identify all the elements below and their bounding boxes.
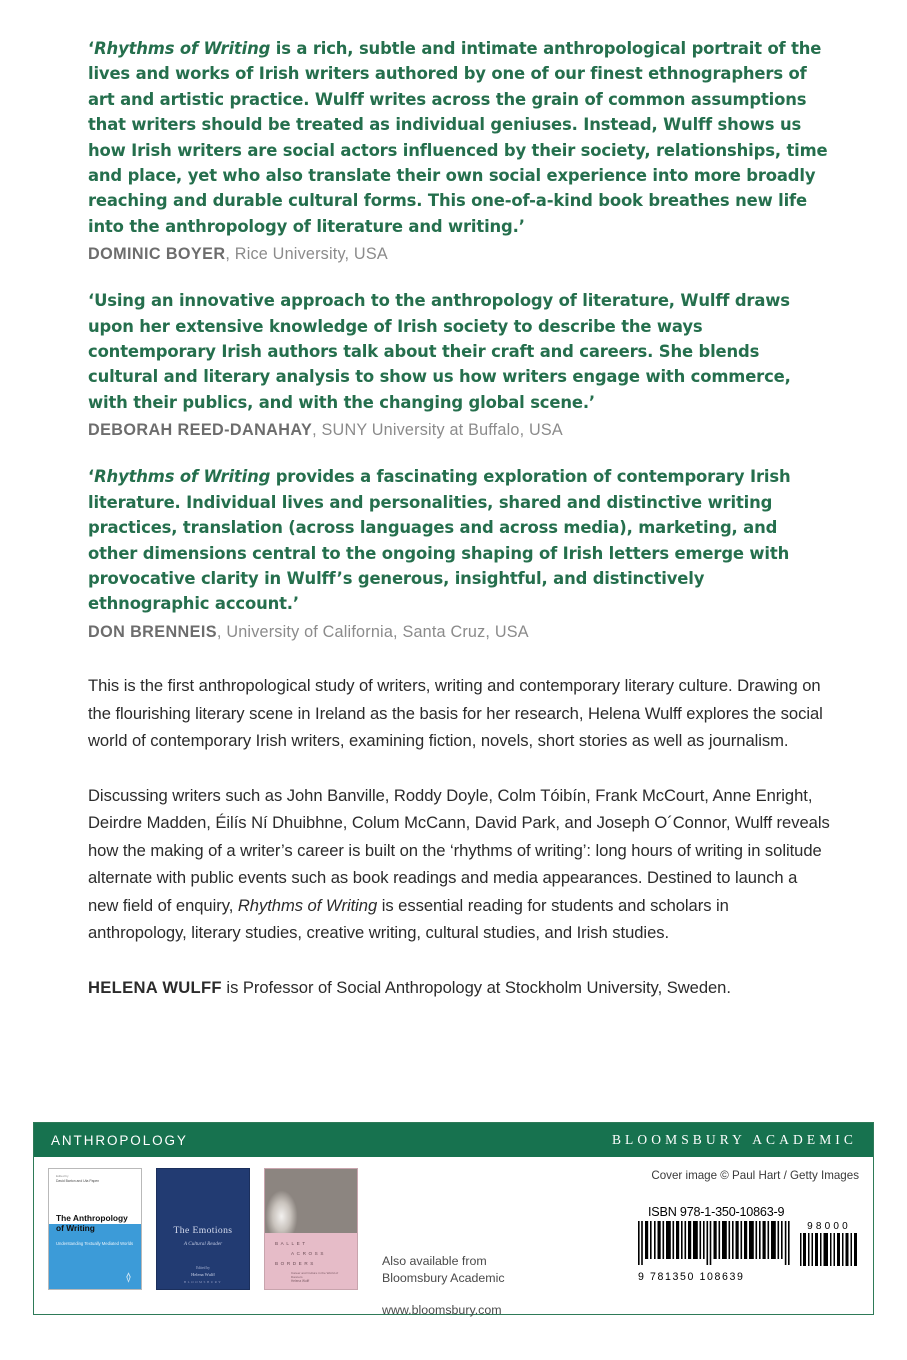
endorsement-attribution-1 bbox=[88, 242, 828, 266]
thumbnail-1-title-line-1: The Anthropology bbox=[56, 1213, 128, 1223]
endorser-name-3: DON BRENNEIS bbox=[88, 622, 217, 641]
thumbnail-1-title-line-2: of Writing bbox=[56, 1223, 95, 1234]
endorser-name-1: DOMINIC BOYER bbox=[88, 245, 226, 264]
endorsements-section bbox=[88, 36, 828, 666]
ean5-bars-icon bbox=[800, 1233, 858, 1266]
barcode-group bbox=[638, 1221, 860, 1283]
thumbnail-2-editor-name: Helena Wulff bbox=[191, 1272, 215, 1277]
ean13-barcode bbox=[638, 1221, 790, 1283]
thumbnail-3-title-line-3: BORDERS bbox=[275, 1261, 316, 1266]
endorsement-block-3 bbox=[88, 464, 828, 643]
bottom-panel bbox=[33, 1122, 874, 1315]
thumbnail-2-imprint: BLOOMSBURY bbox=[183, 1280, 223, 1284]
thumbnail-3-photo bbox=[265, 1169, 357, 1233]
ean13-bars-icon bbox=[638, 1221, 790, 1265]
thumbnail-3-title-line-2: ACROSS bbox=[291, 1251, 327, 1256]
thumbnail-1-editors bbox=[56, 1174, 134, 1184]
also-available-line-1: Also available from bbox=[382, 1254, 487, 1268]
endorsement-quote-2: ‘Using an innovative approach to the anthropology of literature, Wulff draws upon her extensive knowledge of Irish society to describe the ways contemporary Irish authors talk about their craft and careers. She blends cultural and literary analysis to show us how writers engage with commerce, with their publics, and with the changing global scene.’ bbox=[88, 291, 791, 412]
bloomsbury-diana-logo-icon bbox=[122, 1271, 135, 1284]
thumbnail-3-title-line-1: BALLET bbox=[275, 1241, 308, 1246]
blurb-paragraph-1: This is the first anthropological study of writers, writing and contemporary literary culture. Drawing on the flourishing literary scene in Ireland as the basis for her research, Helena Wulff explores the social world of contemporary Irish writers, examining fiction, novels, short stories as well as journalism. bbox=[88, 676, 823, 750]
endorser-name-2: DEBORAH REED-DANAHAY bbox=[88, 421, 313, 440]
book-thumbnail-ballet-across-borders[interactable] bbox=[264, 1168, 358, 1290]
endorsement-attribution-3 bbox=[88, 620, 828, 644]
thumbnail-3-author: Helena Wulff bbox=[291, 1279, 310, 1283]
cover-image-credit: Cover image © Paul Hart / Getty Images bbox=[651, 1169, 859, 1182]
endorsement-block-2 bbox=[88, 288, 828, 442]
barcode-area bbox=[638, 1205, 860, 1283]
barcode-digits: 9 781350 108639 bbox=[638, 1271, 745, 1283]
endorser-affiliation-3: , University of California, Santa Cruz, USA bbox=[216, 622, 529, 641]
subject-category-label: ANTHROPOLOGY bbox=[51, 1132, 188, 1148]
isbn-text: ISBN 978-1-350-10863-9 bbox=[648, 1205, 785, 1219]
endorsement-attribution-2 bbox=[88, 418, 828, 442]
blurb-paragraph-2: Discussing writers such as John Banville, Roddy Doyle, Colm Tóibín, Frank McCourt, Anne Enright, Deirdre Madden, Éilís Ní Dhuibhne, Colum McCann, David Park, and Joseph O´Connor, Wulff reveals how the making of a writer’s career is built on the ‘rhythms of writing’: long hours of writing in solitude alternate with public events such as book readings and media appearances. Destined to launch a new field of enquiry, Rhythms of Writing is essential reading for students and scholars in anthropology, literary studies, creative writing, cultural studies, and Irish studies. bbox=[88, 785, 830, 942]
endorsement-quote-1: ‘Rhythms of Writing is a rich, subtle and intimate anthropological portrait of the lives and works of Irish writers authored by one of our finest ethnographers of art and artistic practice. Wulff writes across the grain of common assumptions that writers should be treated as individual geniuses. Instead, Wulff shows us how Irish writers are social actors influenced by their society, relationships, time and place, yet who also translate their own social experience into more broadly reaching and durable cultural forms. This one-of-a-kind book breathes new life into the anthropology of literature and writing.’ bbox=[88, 39, 828, 236]
blurb-section bbox=[88, 672, 830, 1001]
thumbnail-1-title bbox=[56, 1213, 135, 1234]
thumbnail-1-subtitle: Understanding Textually Mediated Worlds bbox=[56, 1241, 134, 1246]
endorser-affiliation-2: , SUNY University at Buffalo, USA bbox=[312, 421, 563, 440]
publisher-band bbox=[34, 1123, 873, 1157]
related-books-thumbnails bbox=[48, 1168, 358, 1290]
barcode-addon-digits: 98000 bbox=[807, 1221, 851, 1232]
author-bio: HELENA WULFF is Professor of Social Anthropology at Stockholm University, Sweden. bbox=[88, 977, 731, 997]
publisher-imprint-label: BLOOMSBURY ACADEMIC bbox=[611, 1132, 857, 1147]
also-available-line-2: Bloomsbury Academic bbox=[382, 1271, 505, 1285]
ean5-addon-barcode bbox=[800, 1221, 858, 1271]
book-thumbnail-the-emotions[interactable] bbox=[156, 1168, 250, 1290]
also-available-text bbox=[382, 1253, 505, 1287]
thumbnail-3-subtitle: Career and Culture in the World of Dancers bbox=[291, 1271, 339, 1280]
endorsement-quote-3: ‘Rhythms of Writing provides a fascinating exploration of contemporary Irish literature. Individual lives and personalities, shared and distinctive writing practices, translation (across languages and across media), marketing, and other dimensions central to the ongoing shaping of Irish letters emerge with provocative clarity in Wulff’s generous, insightful, and distinctively ethnographic account.’ bbox=[88, 467, 791, 614]
thumbnail-2-editor-label: Edited by bbox=[196, 1266, 210, 1270]
endorsement-block-1 bbox=[88, 36, 828, 266]
book-thumbnail-anthropology-of-writing[interactable] bbox=[48, 1168, 142, 1290]
thumbnail-2-title: The Emotions bbox=[173, 1225, 233, 1236]
thumbnail-1-editors-names: David Barton and Uta Papen bbox=[56, 1179, 100, 1183]
publisher-website-link[interactable]: www.bloomsbury.com bbox=[382, 1303, 502, 1317]
panel-body bbox=[34, 1157, 873, 1317]
thumbnail-1-editors-label: Edited by bbox=[56, 1174, 69, 1178]
endorser-affiliation-1: , Rice University, USA bbox=[225, 245, 388, 264]
thumbnail-2-subtitle: A Cultural Reader bbox=[183, 1241, 223, 1247]
